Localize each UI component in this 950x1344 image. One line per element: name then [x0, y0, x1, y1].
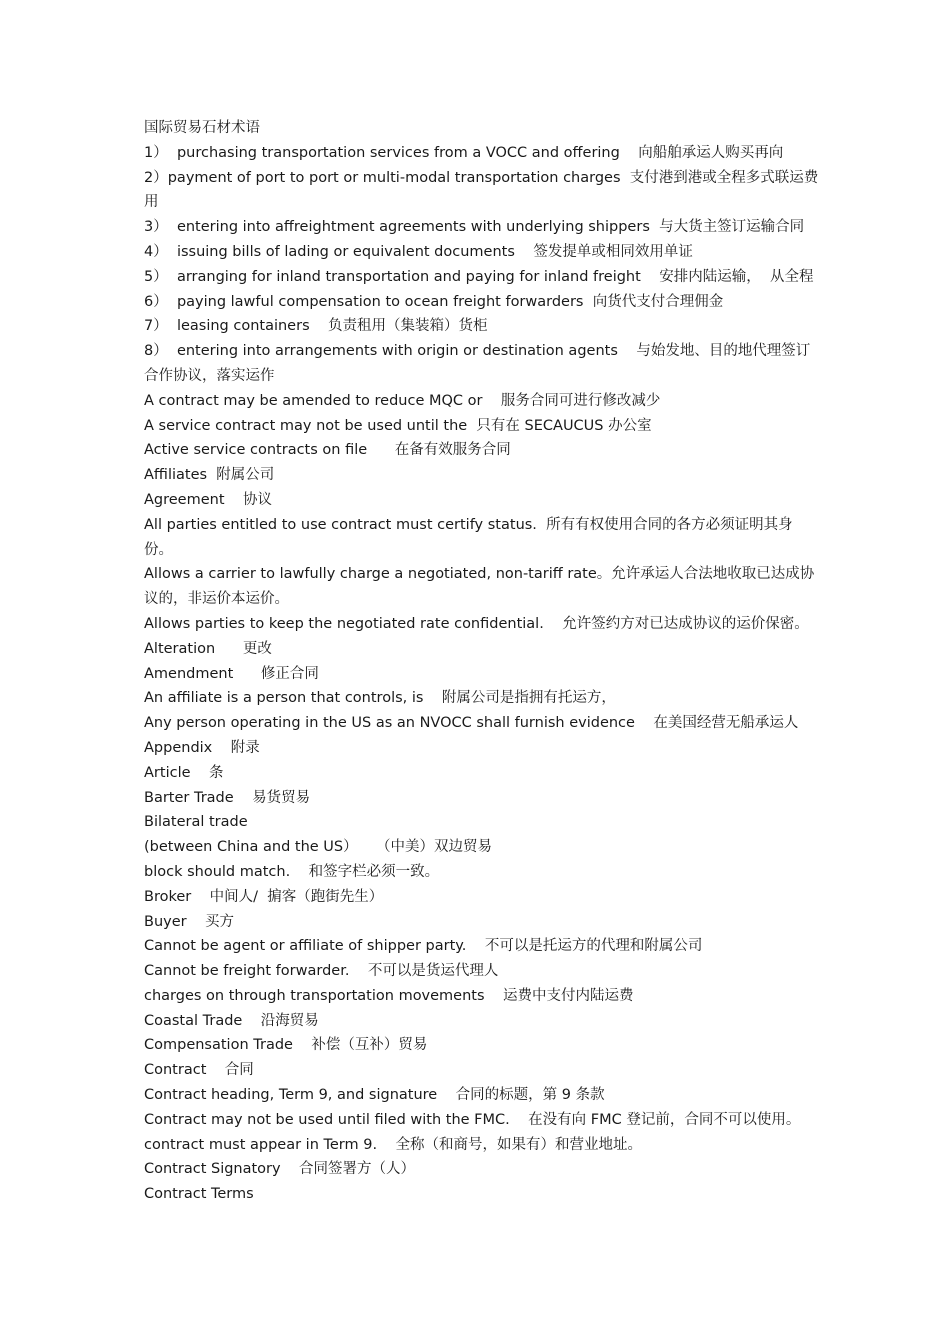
glossary-line: Cannot be freight forwarder. 不可以是货运代理人	[144, 963, 499, 980]
glossary-line: charges on through transportation movements 运费中支付内陆运费	[144, 987, 634, 1004]
glossary-line: Any person operating in the US as an NVOCC shall furnish evidence 在美国经营无船承运人	[144, 715, 799, 732]
glossary-line: Allows a carrier to lawfully charge a negotiated, non-tariff rate。允许承运人合法地收取已达成协议的，非运价本运价。	[144, 566, 815, 608]
glossary-line: Agreement 协议	[144, 491, 272, 508]
glossary-line: An affiliate is a person that controls, is 附属公司是指拥有托运方，	[144, 690, 616, 707]
document-page	[144, 116, 820, 1207]
glossary-line: Barter Trade 易货贸易	[144, 789, 311, 806]
glossary-line: Article 条	[144, 764, 224, 781]
glossary-line: A service contract may not be used until the 只有在 SECAUCUS 办公室	[144, 417, 652, 434]
glossary-line: Bilateral trade	[144, 814, 248, 831]
glossary-line: 8） entering into arrangements with origin or destination agents 与始发地、目的地代理签订合作协议，落实运作	[144, 343, 811, 384]
glossary-line: 6） paying lawful compensation to ocean freight forwarders 向货代支付合理佣金	[144, 293, 724, 310]
glossary-line: Contract Signatory 合同签署方（人）	[144, 1161, 416, 1178]
glossary-line: 7） leasing containers 负责租用（集装箱）货柜	[144, 318, 488, 335]
glossary-line: Contract 合同	[144, 1062, 254, 1079]
glossary-line: Contract heading, Term 9, and signature 合同的标题，第 9 条款	[144, 1087, 605, 1104]
glossary-line: Appendix 附录	[144, 739, 260, 756]
glossary-line: (between China and the US） （中美）双边贸易	[144, 839, 493, 856]
glossary-line: Buyer 买方	[144, 913, 235, 930]
glossary-line: Coastal Trade 沿海贸易	[144, 1012, 319, 1029]
glossary-line: contract must appear in Term 9. 全称（和商号，如果有）和营业地址。	[144, 1136, 643, 1153]
glossary-line: Affiliates 附属公司	[144, 467, 275, 484]
glossary-line: Broker 中间人/ 掮客（跑街先生）	[144, 888, 384, 905]
glossary-line: 5） arranging for inland transportation and paying for inland freight 安排内陆运输， 从全程	[144, 268, 814, 285]
glossary-line: Alteration 更改	[144, 640, 272, 657]
glossary-line: Contract Terms	[144, 1186, 254, 1203]
glossary-list	[144, 141, 820, 1207]
glossary-line: block should match. 和签字栏必须一致。	[144, 863, 440, 880]
glossary-line: 3） entering into affreightment agreements with underlying shippers 与大货主签订运输合同	[144, 219, 805, 236]
glossary-line: 4） issuing bills of lading or equivalent documents 签发提单或相同效用单证	[144, 243, 693, 260]
glossary-line: 1） purchasing transportation services from a VOCC and offering 向船舶承运人购买再向	[144, 144, 784, 161]
glossary-line: Allows parties to keep the negotiated rate confidential. 允许签约方对已达成协议的运价保密。	[144, 615, 809, 632]
glossary-line: Contract may not be used until filed with the FMC. 在没有向 FMC 登记前，合同不可以使用。	[144, 1111, 801, 1128]
glossary-line: Compensation Trade 补偿（互补）贸易	[144, 1037, 428, 1054]
glossary-line: All parties entitled to use contract must certify status. 所有有权使用合同的各方必须证明其身份。	[144, 516, 793, 558]
glossary-line: Cannot be agent or affiliate of shipper party. 不可以是托运方的代理和附属公司	[144, 938, 703, 955]
glossary-line: Active service contracts on file 在备有效服务合同	[144, 442, 511, 459]
glossary-line: A contract may be amended to reduce MQC or 服务合同可进行修改减少	[144, 392, 661, 409]
glossary-line: Amendment 修正合同	[144, 665, 319, 682]
document-title: 国际贸易石材术语	[144, 120, 260, 136]
glossary-line: 2）payment of port to port or multi-modal transportation charges 支付港到港或全程多式联运费用	[144, 169, 819, 211]
